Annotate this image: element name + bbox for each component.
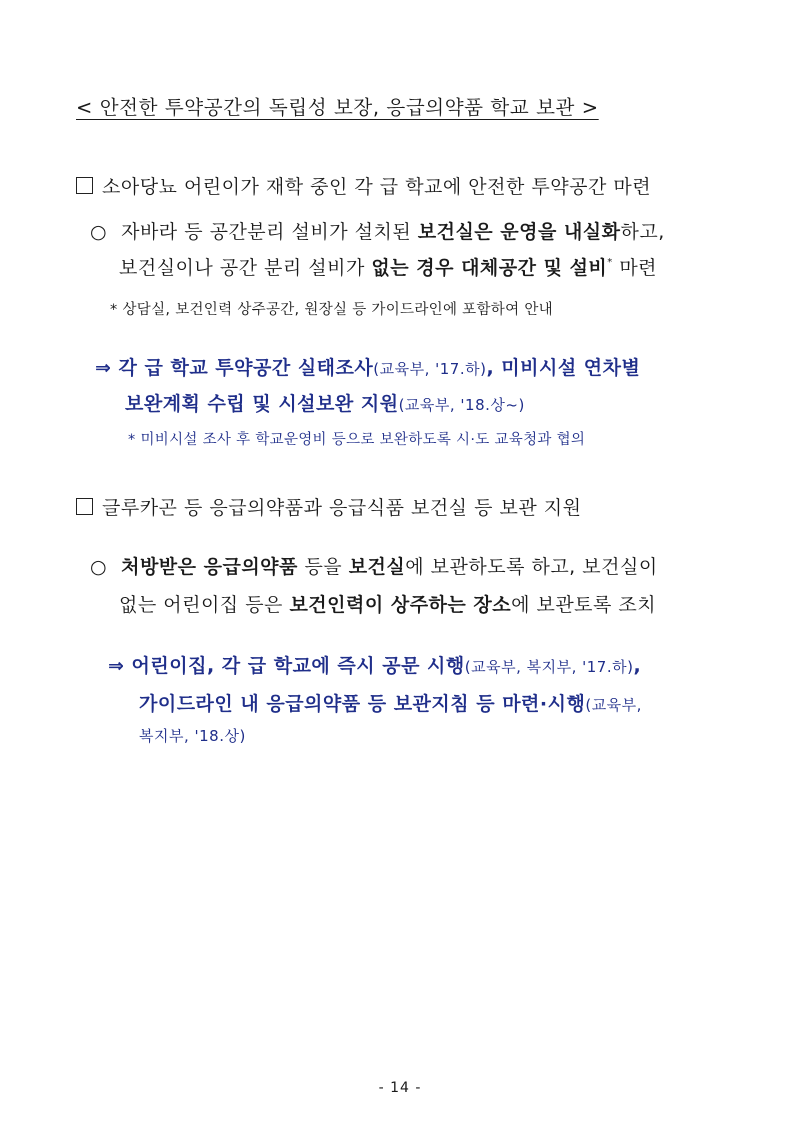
footnote-marker: * (607, 257, 613, 268)
action-agency: (교육부, (585, 696, 642, 714)
page-number: - 14 - (378, 1080, 422, 1096)
action-text: 보완계획 수립 및 시설보완 지원 (125, 393, 399, 415)
section1-action-note: * 미비시설 조사 후 학교운영비 등으로 보완하도록 시·도 교육청과 협의 (128, 432, 586, 448)
section2-title-text: 글루카곤 등 응급의약품과 응급식품 보건실 등 보관 지원 (102, 497, 582, 519)
section1-footnote: * 상담실, 보건인력 상주공간, 원장실 등 가이드라인에 포함하여 안내 (110, 302, 553, 318)
section2-bullet-line1 (90, 552, 658, 579)
text-segment: 에 보관하도록 하고, 보건실이 (405, 556, 658, 578)
section1-title-text: 소아당뇨 어린이가 재학 중인 각 급 학교에 안전한 투약공간 마련 (102, 176, 652, 198)
text-segment: 마련 (612, 257, 658, 279)
action-agency: (교육부, '18.상~) (398, 396, 525, 414)
section2-action-line3 (139, 724, 246, 746)
section2-action-line2 (139, 689, 642, 716)
section1-title (76, 172, 651, 199)
text-segment-bold: 처방받은 응급의약품 (121, 556, 298, 578)
action-agency: (교육부, '17.하) (373, 360, 487, 378)
section2-title (76, 493, 581, 520)
text-segment-bold: 보건인력이 상주하는 장소 (289, 594, 512, 616)
section1-action-line2 (125, 389, 525, 416)
action-text: , (633, 655, 642, 677)
text-segment-bold: 없는 경우 대체공간 및 설비 (371, 257, 608, 279)
text-segment: 등을 (297, 556, 349, 578)
section1-action-line1 (95, 353, 640, 380)
action-text: 가이드라인 내 응급의약품 등 보관지침 등 마련·시행 (139, 693, 586, 715)
circle-bullet-icon: ○ (90, 556, 108, 578)
page-heading: < 안전한 투약공간의 독립성 보장, 응급의약품 학교 보관 > (76, 96, 599, 119)
text-segment: 없는 어린이집 등은 (119, 594, 290, 616)
checkbox-square-icon (76, 177, 93, 194)
section2-bullet-line2 (119, 590, 656, 617)
section1-bullet-line2 (119, 253, 657, 280)
text-segment: 하고, (620, 221, 665, 243)
text-segment-bold: 보건실은 운영을 내실화 (417, 221, 621, 243)
text-segment-bold: 보건실 (348, 556, 406, 578)
section2-action-line1 (108, 651, 641, 678)
text-segment: 자바라 등 공간분리 설비가 설치된 (121, 221, 418, 243)
circle-bullet-icon: ○ (90, 221, 108, 243)
action-text: ⇒ 어린이집, 각 급 학교에 즉시 공문 시행 (108, 655, 465, 677)
action-agency: (교육부, 복지부, '17.하) (464, 658, 634, 676)
checkbox-square-icon (76, 498, 93, 515)
text-segment: 에 보관토록 조치 (511, 594, 657, 616)
text-segment: 보건실이나 공간 분리 설비가 (119, 257, 372, 279)
action-text: , 미비시설 연차별 (486, 357, 641, 379)
section1-bullet-line1 (90, 217, 665, 244)
action-agency: 복지부, '18.상) (139, 727, 246, 745)
action-text: ⇒ 각 급 학교 투약공간 실태조사 (95, 357, 374, 379)
